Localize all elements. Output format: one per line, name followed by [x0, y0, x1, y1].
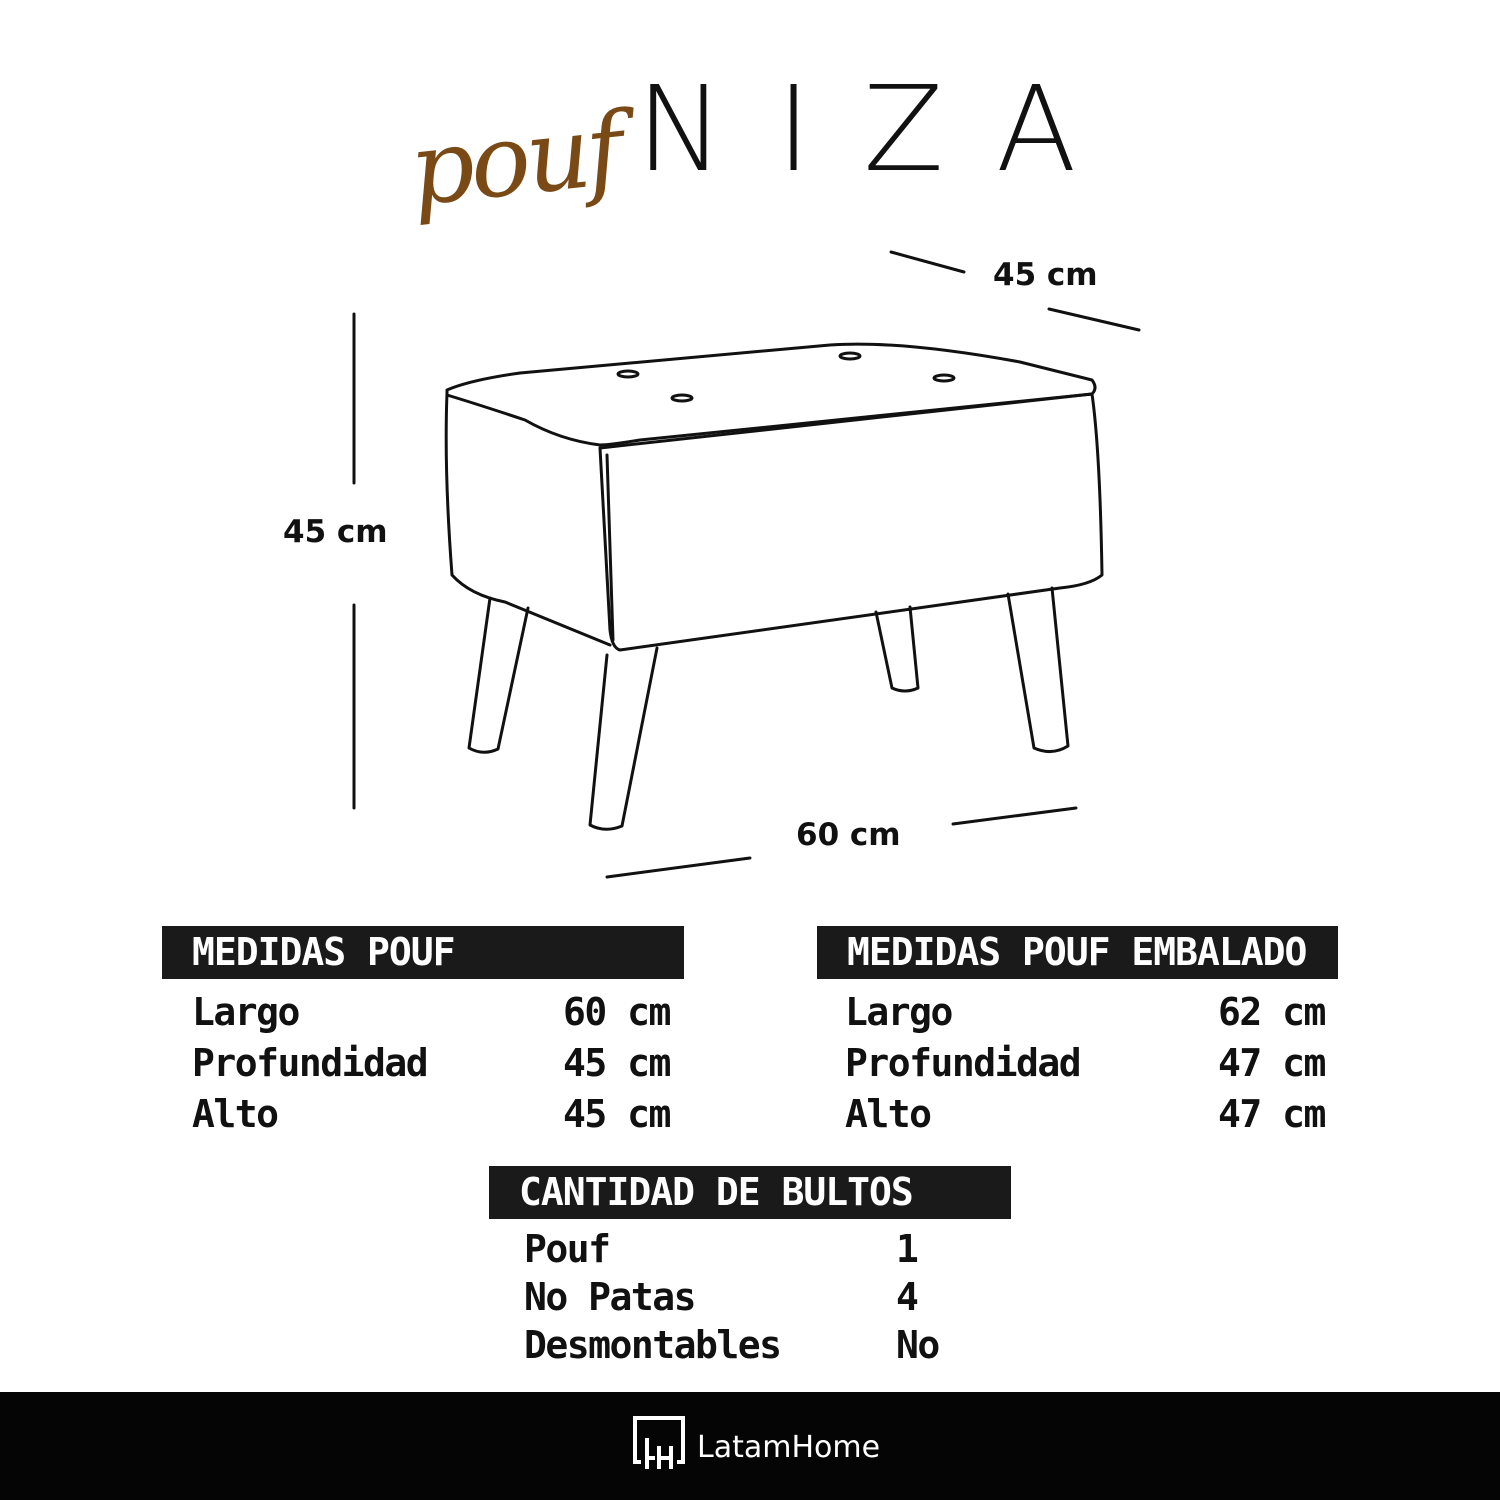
row-label: Pouf [524, 1227, 610, 1271]
row-value: 47 cm [1218, 1092, 1325, 1136]
button-4 [672, 395, 692, 401]
bultos-heading: CANTIDAD DE BULTOS [489, 1166, 1011, 1219]
row-value: 47 cm [1218, 1041, 1325, 1085]
depth-line-left [891, 252, 964, 272]
row-label: Profundidad [845, 1041, 1081, 1085]
title-script: pouf [404, 90, 626, 229]
footer-bar [0, 1392, 1500, 1500]
row-label: Largo [192, 990, 299, 1034]
title-main: NIZA [636, 60, 1129, 198]
row-value: 1 [896, 1227, 918, 1271]
depth-label: 45 cm [993, 257, 1098, 293]
row-label: Profundidad [192, 1041, 428, 1085]
table-row [524, 1273, 1011, 1321]
medidas-pouf-panel [162, 926, 684, 1140]
row-label: Largo [845, 990, 952, 1034]
table-row [524, 1321, 1011, 1369]
latamhome-logo-icon [633, 1416, 685, 1471]
depth-line-right [1049, 309, 1139, 330]
row-value: 4 [896, 1275, 918, 1319]
row-label: Alto [192, 1092, 278, 1136]
medidas-embalado-heading: MEDIDAS POUF EMBALADO [817, 926, 1338, 979]
leg-back-right [876, 607, 918, 691]
leg-back-left [469, 598, 528, 752]
width-line-right [953, 808, 1076, 824]
bultos-panel [489, 1166, 1011, 1369]
brand-name: LatamHome [697, 1430, 881, 1465]
table-row [845, 1089, 1338, 1140]
button-1 [618, 371, 638, 377]
height-label: 45 cm [283, 514, 388, 550]
leg-front-left [590, 648, 657, 829]
width-line-left [607, 858, 750, 877]
row-label: Desmontables [524, 1323, 781, 1367]
button-3 [934, 375, 954, 381]
table-row [192, 987, 684, 1038]
width-label: 60 cm [796, 817, 901, 853]
row-value: 62 cm [1218, 990, 1325, 1034]
body-front [600, 394, 1102, 650]
table-row [192, 1089, 684, 1140]
medidas-embalado-panel [817, 926, 1338, 1140]
row-value: 45 cm [563, 1041, 670, 1085]
table-row [524, 1225, 1011, 1273]
button-2 [840, 353, 860, 359]
table-row [192, 1038, 684, 1089]
row-value: 45 cm [563, 1092, 670, 1136]
row-value: No [896, 1323, 939, 1367]
leg-front-right [1008, 588, 1068, 752]
row-value: 60 cm [563, 990, 670, 1034]
medidas-pouf-heading: MEDIDAS POUF [162, 926, 684, 979]
row-label: No Patas [524, 1275, 696, 1319]
table-row [845, 1038, 1338, 1089]
table-row [845, 987, 1338, 1038]
row-label: Alto [845, 1092, 931, 1136]
